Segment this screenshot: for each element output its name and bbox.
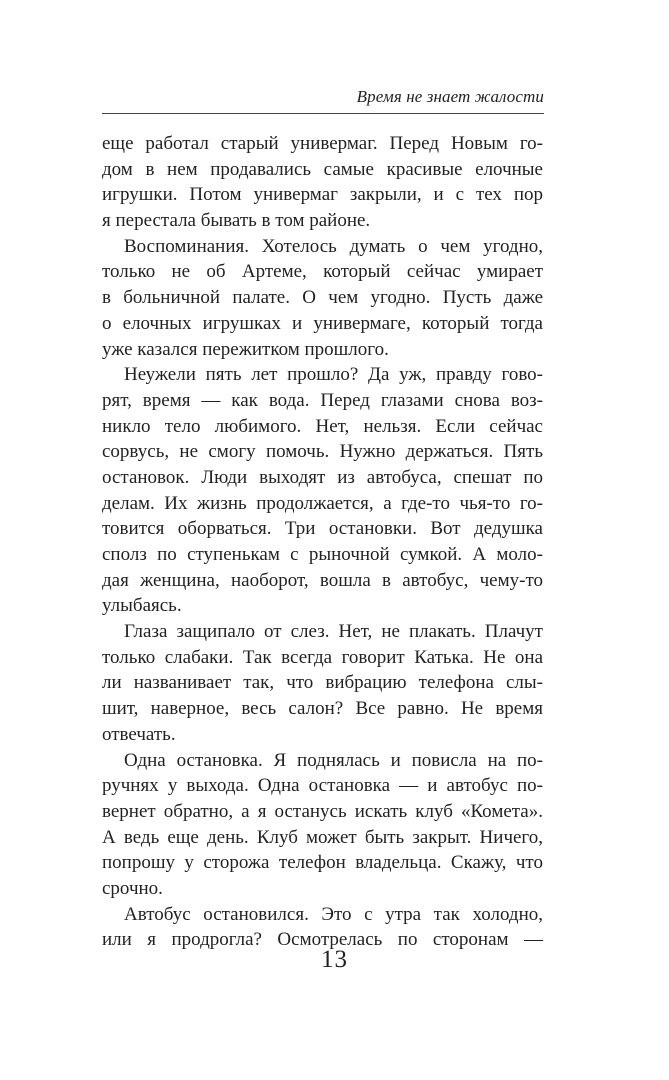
- text-line: ли названивает так, что вибрацию телефона слы-: [102, 672, 543, 694]
- text-line: отвечать.: [102, 723, 176, 745]
- text-line: еще работал старый универмаг. Перед Новым го-: [102, 133, 543, 154]
- text-line: игрушки. Потом универмаг закрыли, и с тех пор: [102, 184, 543, 206]
- body-text: [102, 131, 543, 953]
- text-line: товится оборваться. Три остановки. Вот дедушка: [102, 518, 543, 540]
- text-line: Глаза защипало от слез. Нет, не плакать. Плачут: [124, 621, 543, 643]
- text-line: о елочных игрушках и универмаге, который тогда: [102, 312, 543, 334]
- text-line: только не об Артеме, который сейчас умирает: [102, 261, 543, 283]
- paragraph: [102, 619, 543, 747]
- text-line: Автобус остановился. Это с утра так холодно,: [124, 903, 543, 925]
- paragraph: [102, 234, 543, 362]
- text-line: дая женщина, наоборот, вошла в автобус, чему-то: [102, 569, 543, 591]
- text-line: улыбаясь.: [102, 595, 182, 617]
- text-line: рят, время — как вода. Перед глазами снова воз-: [102, 389, 543, 411]
- page-number: 13: [321, 946, 348, 973]
- text-line: шит, наверное, весь салон? Все равно. Не время: [102, 698, 543, 720]
- text-line: никло тело любимого. Нет, нельзя. Если сейчас: [102, 415, 543, 437]
- text-line: уже казался пережитком прошлого.: [102, 338, 389, 360]
- text-line: А ведь еще день. Клуб может быть закрыт. Ничего,: [102, 826, 543, 848]
- text-line: в больничной палате. О чем угодно. Пусть даже: [102, 287, 543, 309]
- text-line: срочно.: [102, 877, 163, 899]
- text-line: сполз по ступенькам с рыночной сумкой. А моло-: [102, 544, 543, 565]
- running-header: Время не знает жалости: [356, 87, 544, 106]
- text-line: вернет обратно, а я останусь искать клуб «Комета».: [102, 800, 543, 822]
- text-line: Одна остановка. Я поднялась и повисла на по-: [124, 749, 543, 771]
- text-line: дом в нем продавались самые красивые елочные: [102, 158, 543, 180]
- text-line: я перестала бывать в том районе.: [102, 210, 371, 232]
- paragraph: [102, 362, 543, 619]
- text-line: только слабаки. Так всегда говорит Катька. Не она: [102, 646, 543, 668]
- text-line: Неужели пять лет прошло? Да уж, правду гово-: [124, 364, 543, 386]
- text-line: остановок. Люди выходят из автобуса, спешат по: [102, 466, 543, 488]
- text-line: Воспоминания. Хотелось думать о чем угодно,: [124, 235, 543, 257]
- paragraph: [102, 131, 543, 234]
- paragraph: [102, 748, 543, 902]
- text-line: или я продрогла? Осмотрелась по сторонам —: [102, 929, 543, 951]
- text-line: сорвусь, не смогу помочь. Нужно держаться. Пять: [102, 441, 543, 463]
- text-line: ручнях у выхода. Одна остановка — и автобус по-: [102, 775, 543, 797]
- text-line: попрошу у сторожа телефон владельца. Скажу, что: [102, 852, 543, 874]
- text-line: делам. Их жизнь продолжается, а где-то чья-то го-: [102, 492, 543, 514]
- header-rule: [102, 113, 544, 114]
